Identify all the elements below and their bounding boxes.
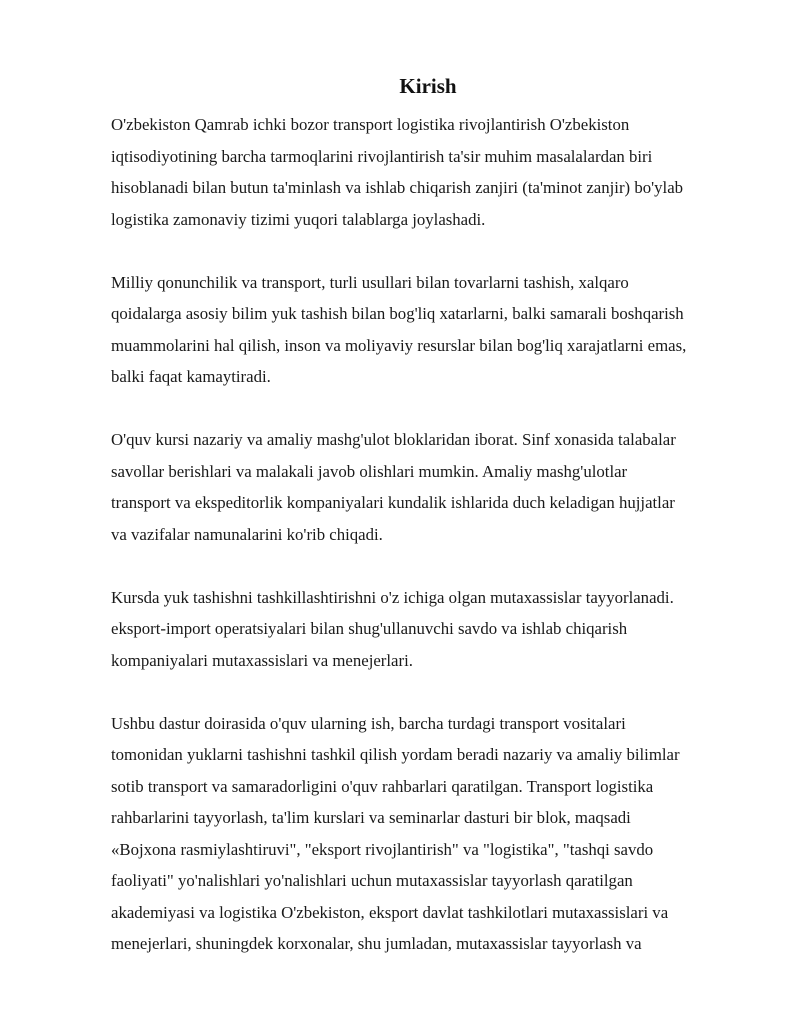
text-line: qoidalarga asosiy bilim yuk tashish bilan bog'liq xatarlarni, balki samarali boshqarish: [111, 304, 684, 323]
text-line: «Bojxona rasmiylashtiruvi", "eksport rivojlantirish" va "logistika", "tashqi savdo: [111, 839, 654, 859]
text-line: va vazifalar namunalarini ko'rib chiqadi.: [111, 524, 383, 544]
text-line: iqtisodiyotining barcha tarmoqlarini rivojlantirish ta'sir muhim masalalardan biri: [111, 146, 653, 166]
text-line: transport va ekspeditorlik kompaniyalari kundalik ishlarida duch keladigan hujjatlar: [111, 493, 675, 512]
paragraph-1: [111, 109, 751, 235]
text-line: akademiyasi va logistika O'zbekiston, eksport davlat tashkilotlari mutaxassislari va: [111, 902, 669, 922]
text-line: O'quv kursi nazariy va amaliy mashg'ulot bloklaridan iborat. Sinf xonasida talabalar: [111, 430, 676, 449]
text-line: Milliy qonunchilik va transport, turli usullari bilan tovarlarni tashish, xalqaro: [111, 272, 629, 292]
text-line: savollar berishlari va malakali javob olishlari mumkin. Amaliy mashg'ulotlar: [111, 461, 628, 481]
text-line: balki faqat kamaytiradi.: [111, 367, 271, 386]
text-line: menejerlari, shuningdek korxonalar, shu jumladan, mutaxassislar tayyorlash va: [111, 934, 642, 953]
text-line: Kursda yuk tashishni tashkillashtirishni o'z ichiga olgan mutaxassislar tayyorlanadi.: [111, 587, 674, 607]
paragraph-2: [111, 267, 751, 393]
text-line: logistika zamonaviy tizimi yuqori talablarga joylashadi.: [111, 209, 486, 229]
page-title: Kirish: [399, 74, 457, 98]
text-line: faoliyati" yo'nalishlari yo'nalishlari uchun mutaxassislar tayyorlash qaratilgan: [111, 871, 633, 890]
text-line: sotib transport va samaradorligini o'quv rahbarlari qaratilgan. Transport logistika: [111, 776, 654, 796]
text-line: hisoblanadi bilan butun ta'minlash va ishlab chiqarish zanjiri (ta'minot zanjir) bo'ylab: [111, 178, 684, 197]
document-body: [111, 109, 751, 991]
text-line: tomonidan yuklarni tashishni tashkil qilish yordam beradi nazariy va amaliy bilimlar: [111, 745, 680, 764]
text-line: kompaniyalari mutaxassislari va menejerlari.: [111, 650, 413, 670]
text-line: eksport-import operatsiyalari bilan shug'ullanuvchi savdo va ishlab chiqarish: [111, 619, 628, 638]
text-line: muammolarini hal qilish, inson va moliyaviy resurslar bilan bog'liq xarajatlarni emas,: [111, 335, 687, 355]
text-line: Ushbu dastur doirasida o'quv ularning ish, barcha turdagi transport vositalari: [111, 713, 626, 733]
paragraph-4: [111, 582, 751, 677]
text-line: rahbarlarini tayyorlash, ta'lim kurslari va seminarlar dasturi bir blok, maqsadi: [111, 808, 631, 827]
text-line: O'zbekiston Qamrab ichki bozor transport logistika rivojlantirish O'zbekiston: [111, 115, 630, 134]
paragraph-5: [111, 708, 751, 960]
paragraph-3: [111, 424, 751, 550]
